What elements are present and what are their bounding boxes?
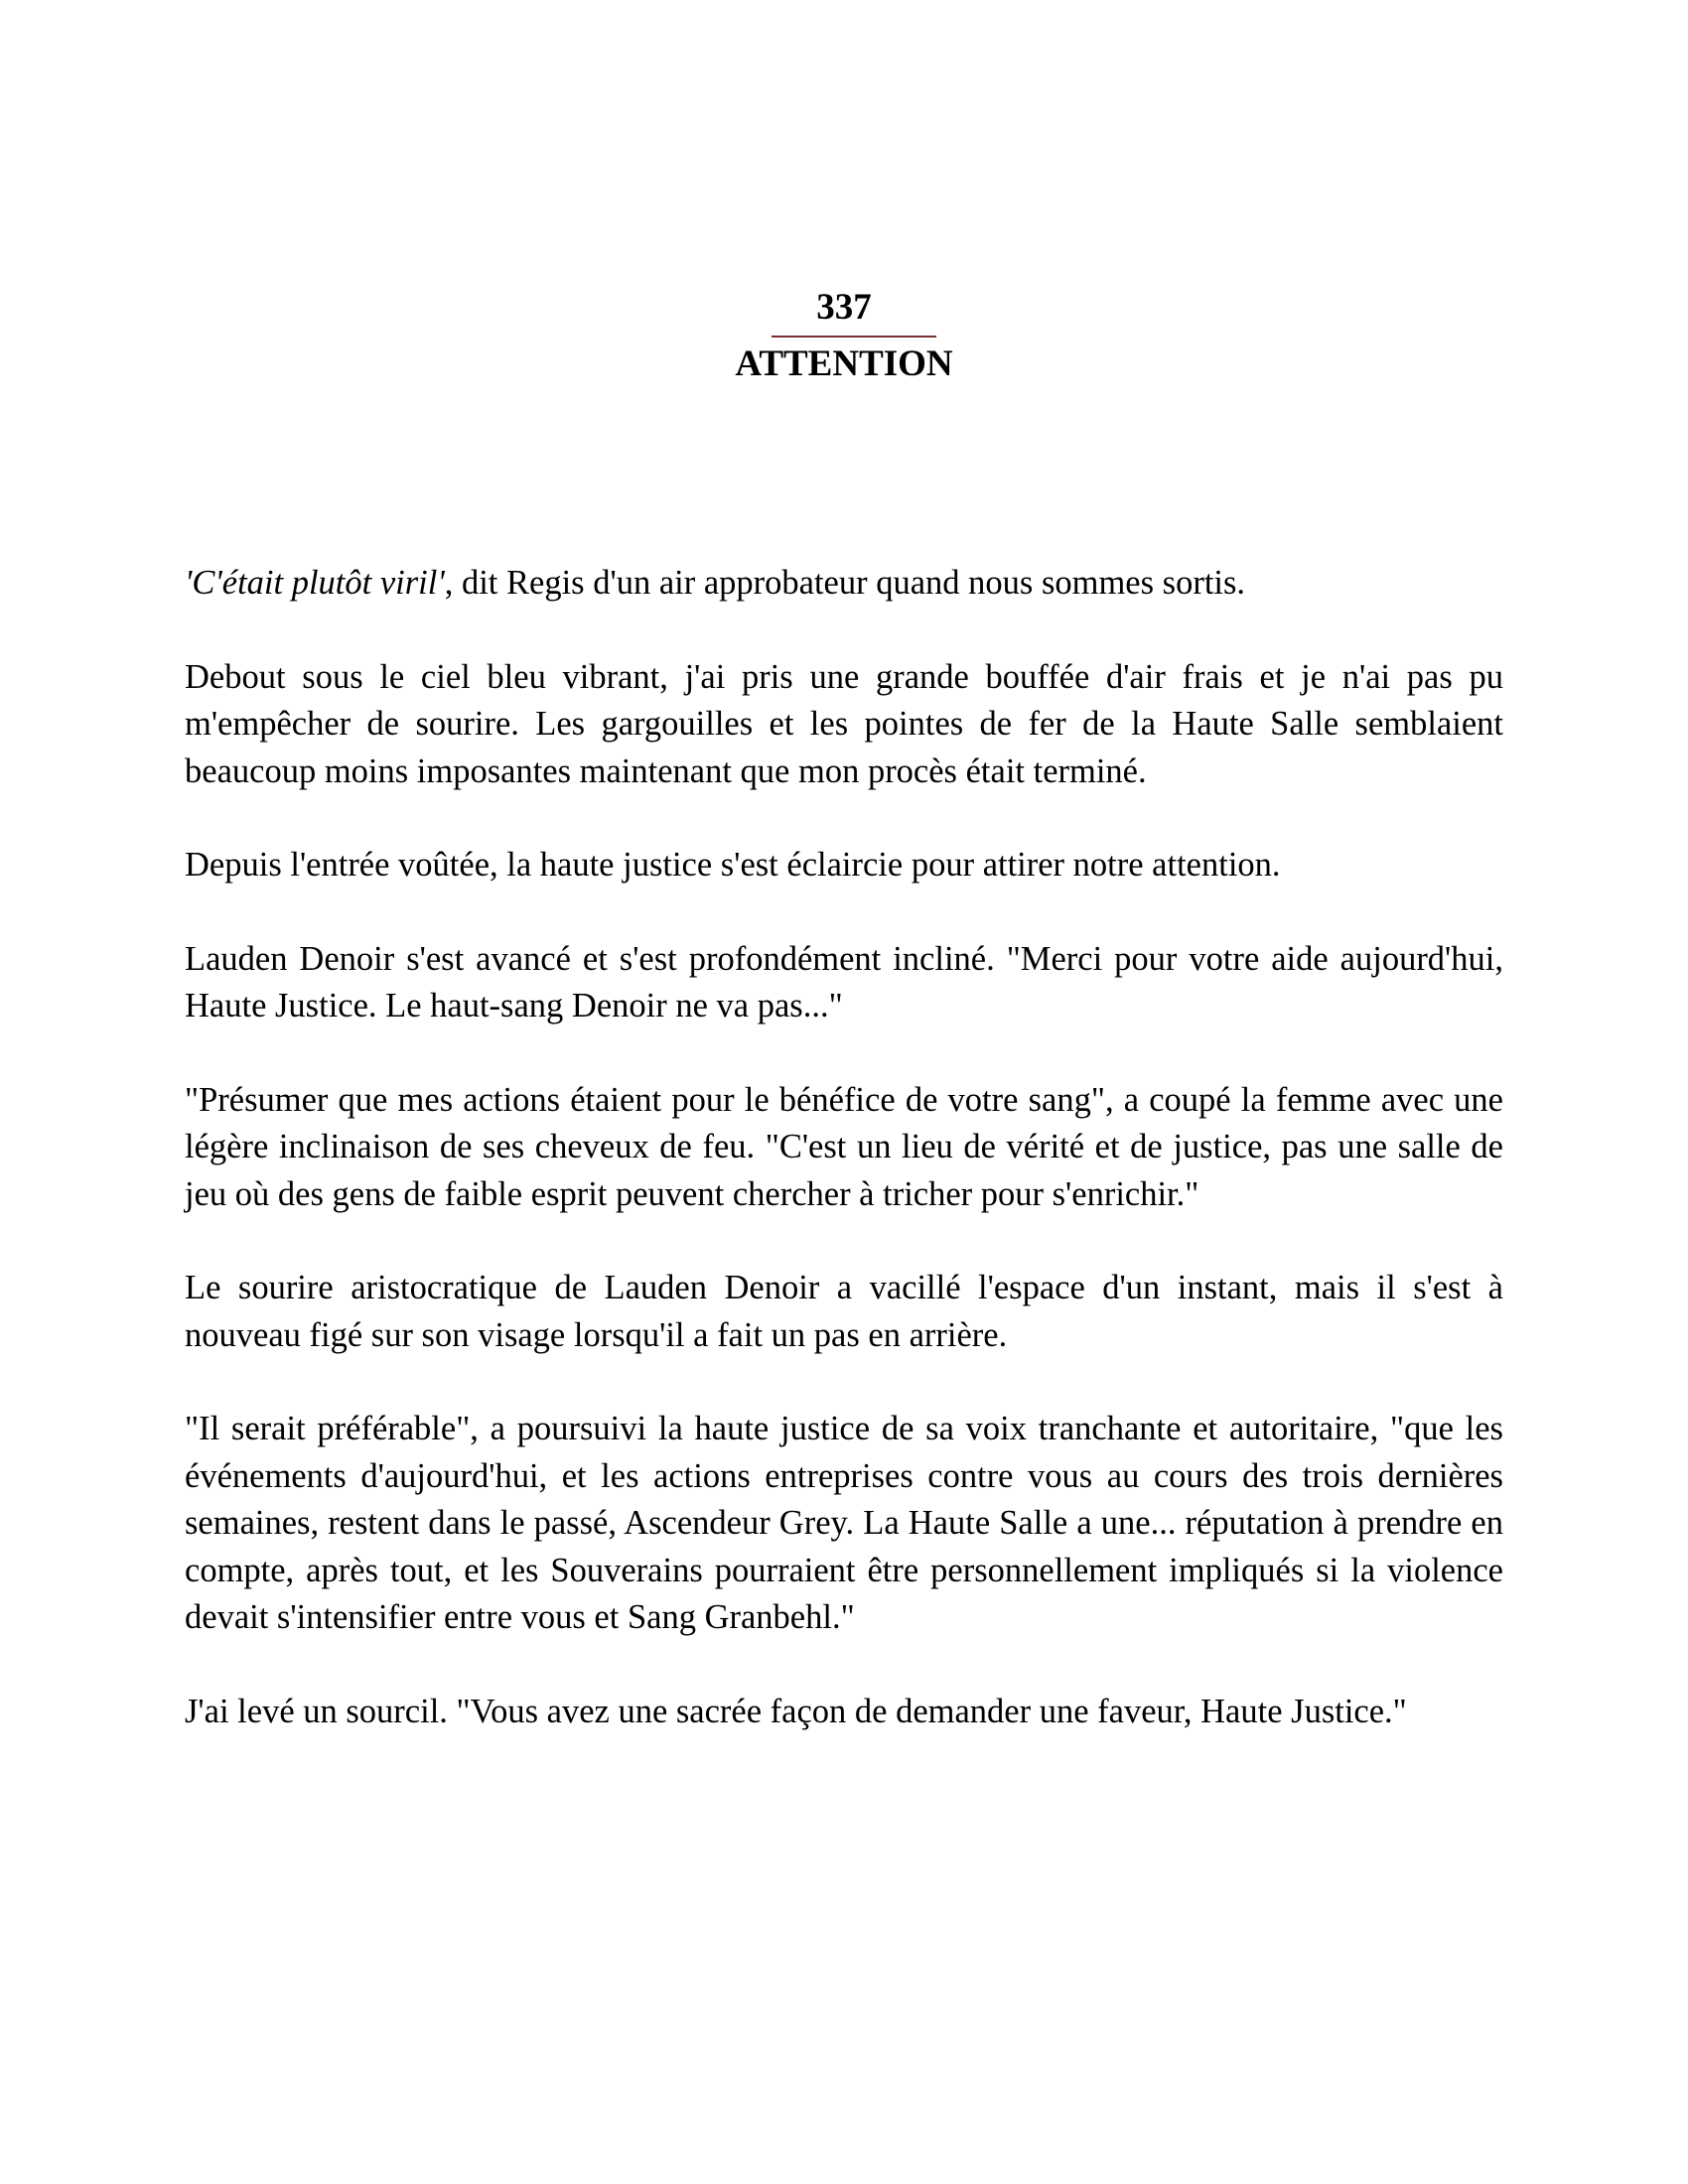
paragraph-7: "Il serait préférable", a poursuivi la haute justice de sa voix tranchante et autoritaire, "que les événements d'aujourd'hui, et les actions entreprises contre vous au cours des trois dernières semaines, restent dans le passé, Ascendeur Grey. La Haute Salle a une... réputation à prendre en compte, après tout, et les Souverains pourraient être personnellement impliqués si la violence devait s'intensifier entre vous et Sang Granbehl." bbox=[185, 1410, 1503, 1636]
paragraph-8: J'ai levé un sourcil. "Vous avez une sacrée façon de demander une faveur, Haute Justice." bbox=[185, 1692, 1407, 1730]
paragraph-1-italic-quote: 'C'était plutôt viril' bbox=[185, 564, 445, 602]
paragraph-3: Depuis l'entrée voûtée, la haute justice s'est éclaircie pour attirer notre attention. bbox=[185, 846, 1281, 884]
chapter-body bbox=[185, 560, 1503, 1782]
chapter-title: ATTENTION bbox=[735, 343, 953, 384]
chapter-number bbox=[0, 286, 1688, 330]
paragraph-1-text: , dit Regis d'un air approbateur quand nous sommes sortis. bbox=[444, 564, 1246, 602]
paragraph-1 bbox=[185, 560, 1503, 608]
paragraph-2: Debout sous le ciel bleu vibrant, j'ai pris une grande bouffée d'air frais et je n'ai pas pu m'empêcher de sourire. Les gargouilles et les pointes de fer de la Haute Salle semblaient beaucoup moins imposantes maintenant que mon procès était terminé. bbox=[185, 657, 1503, 790]
paragraph-4: Lauden Denoir s'est avancé et s'est profondément incliné. "Merci pour votre aide aujourd'hui, Haute Justice. Le haut-sang Denoir ne va pas..." bbox=[185, 939, 1503, 1024]
paragraph-6: Le sourire aristocratique de Lauden Denoir a vacillé l'espace d'un instant, mais il s'est à nouveau figé sur son visage lorsqu'il a fait un pas en arrière. bbox=[185, 1269, 1503, 1354]
paragraph-5: "Présumer que mes actions étaient pour le bénéfice de votre sang", a coupé la femme avec une légère inclinaison de ses cheveux de feu. "C'est un lieu de vérité et de justice, pas une salle de jeu où des gens de faible esprit peuvent chercher à tricher pour s'enrichir." bbox=[185, 1080, 1503, 1213]
title-divider bbox=[772, 336, 936, 338]
chapter-number-text: 337 bbox=[816, 287, 872, 328]
